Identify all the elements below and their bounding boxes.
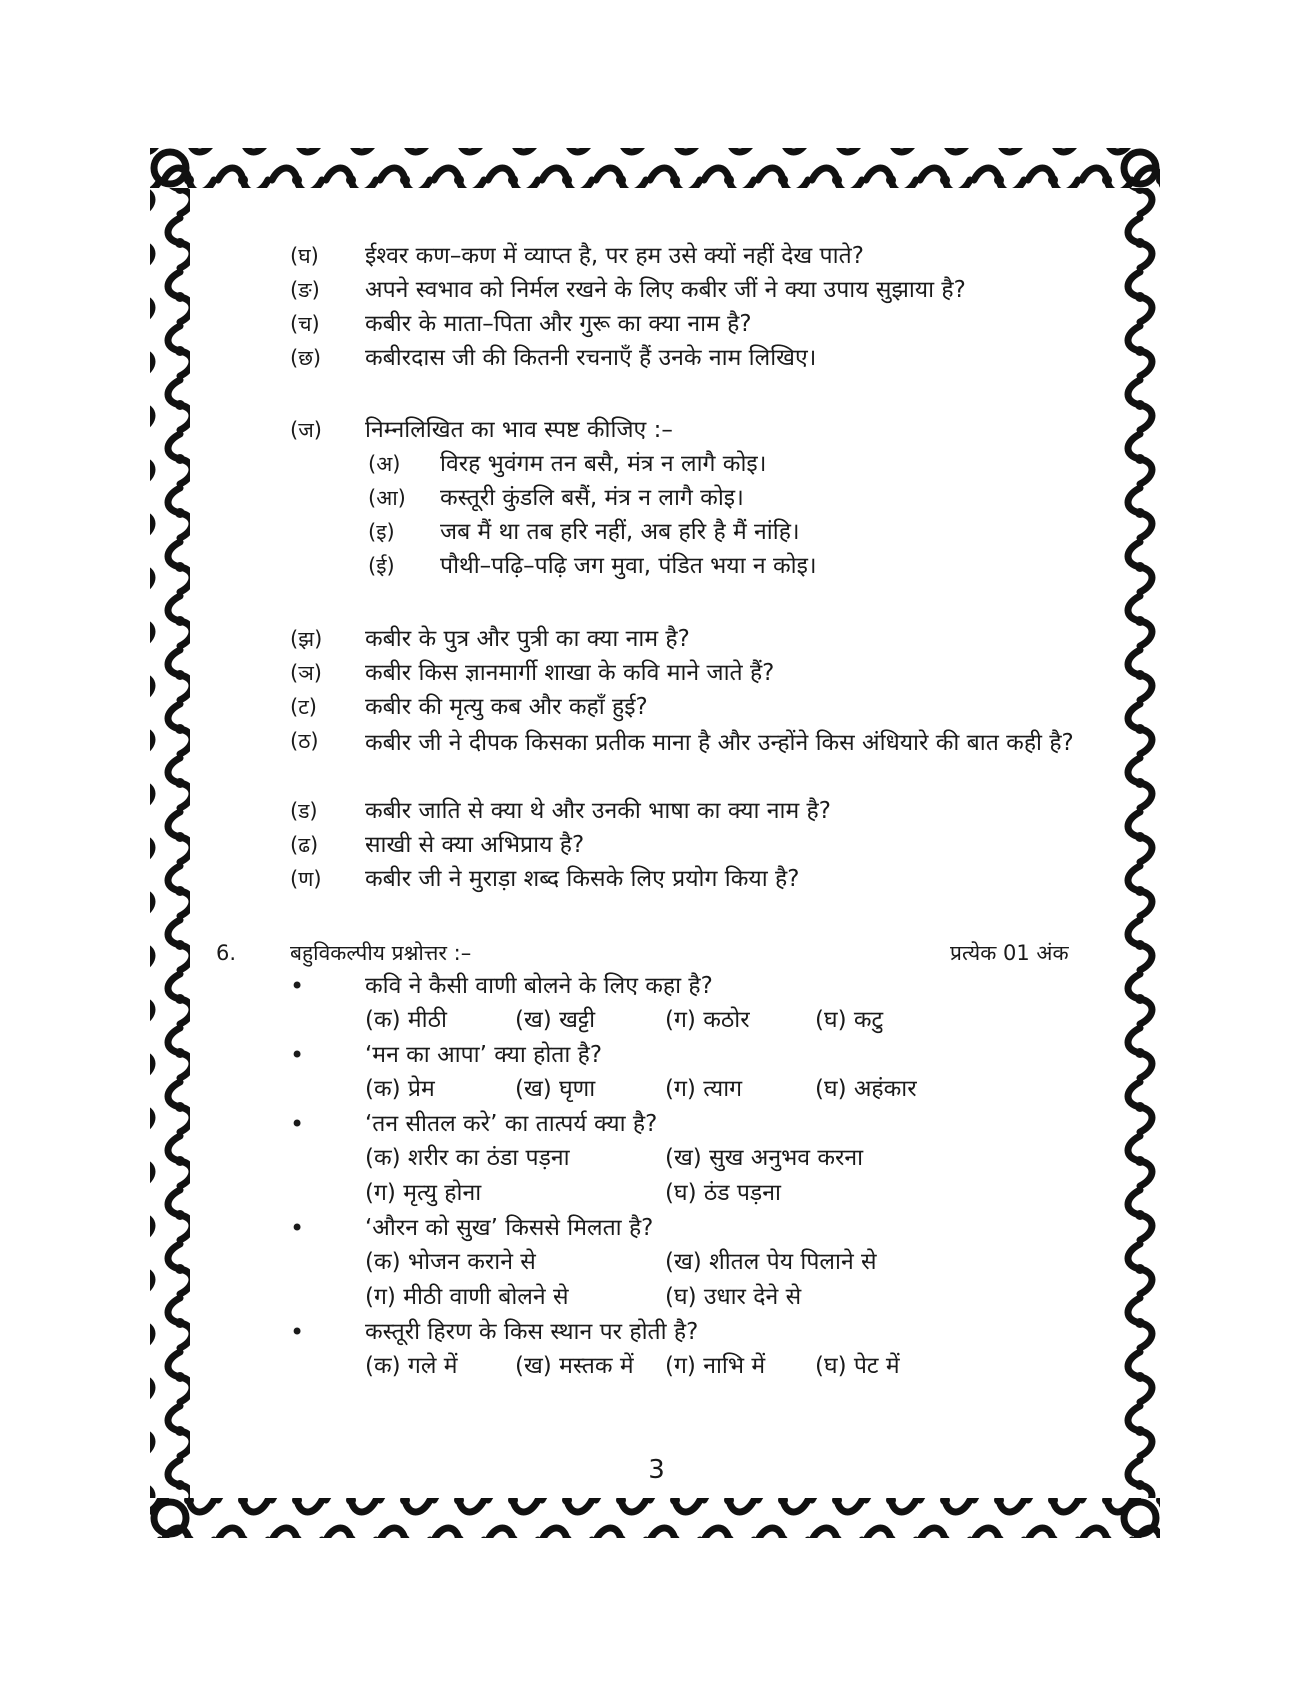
question-label: (ठ) [290, 729, 319, 753]
bullet: • [290, 1214, 305, 1242]
mcq-option: (ग) नाभि में [665, 1353, 766, 1379]
sub-item-label: (इ) [368, 520, 395, 544]
mcq-option: (घ) ठंड पड़ना [665, 1180, 781, 1206]
mcq-option: (ग) कठोर [665, 1007, 750, 1033]
section-marks: प्रत्येक 01 अंक [950, 941, 1069, 965]
section-number: 6. [216, 941, 237, 965]
sub-item-text: जब मैं था तब हरि नहीं, अब हरि है मैं नांहि। [440, 519, 800, 545]
mcq-option: (घ) पेट में [815, 1353, 900, 1379]
question-text: ईश्वर कण–कण में व्याप्त है, पर हम उसे क्यों नहीं देख पाते? [365, 243, 864, 269]
question-text: कबीर जी ने मुराड़ा शब्द किसके लिए प्रयोग किया है? [365, 866, 800, 892]
sub-item-label: (आ) [368, 486, 406, 510]
mcq-option: (ख) शीतल पेय पिलाने से [665, 1249, 877, 1275]
bullet: • [290, 1041, 305, 1069]
mcq-option: (घ) उधार देने से [665, 1284, 802, 1310]
bullet: • [290, 1110, 305, 1138]
question-label: (घ) [290, 244, 319, 268]
sub-item-text: विरह भुवंगम तन बसै, मंत्र न लागै कोइ। [440, 451, 767, 477]
question-label: (ड) [290, 799, 318, 823]
mcq-option: (ग) मीठी वाणी बोलने से [365, 1284, 569, 1310]
mcq-option: (क) गले में [365, 1353, 458, 1379]
question-text: कबीर किस ज्ञानमार्गी शाखा के कवि माने जाते हैं? [365, 660, 775, 686]
mcq-question: कवि ने कैसी वाणी बोलने के लिए कहा है? [365, 973, 713, 999]
sub-item-text: पौथी–पढ़ि–पढ़ि जग मुवा, पंडित भया न कोइ। [440, 553, 817, 579]
mcq-question: ‘औरन को सुख’ किससे मिलता है? [365, 1215, 654, 1241]
mcq-option: (घ) कटु [815, 1007, 884, 1033]
page-number: 3 [648, 1455, 665, 1485]
mcq-question: कस्तूरी हिरण के किस स्थान पर होती है? [365, 1319, 699, 1345]
mcq-option: (क) मीठी [365, 1007, 447, 1033]
question-label: (ञ) [290, 661, 322, 685]
bullet: • [290, 1318, 305, 1346]
question-text: कबीर की मृत्यु कब और कहाँ हुई? [365, 694, 648, 720]
mcq-option: (ख) खट्टी [515, 1007, 596, 1033]
question-text: कबीर के पुत्र और पुत्री का क्या नाम है? [365, 626, 690, 652]
question-label: (च) [290, 312, 320, 336]
question-text: अपने स्वभाव को निर्मल रखने के लिए कबीर जीं ने क्या उपाय सुझाया है? [365, 277, 966, 303]
mcq-option: (घ) अहंकार [815, 1076, 917, 1102]
sub-item-label: (अ) [368, 452, 401, 476]
bullet: • [290, 972, 305, 1000]
question-text: निम्नलिखित का भाव स्पष्ट कीजिए :– [365, 417, 673, 443]
sub-item-text: कस्तूरी कुंडलि बसैं, मंत्र न लागै कोइ। [440, 485, 744, 511]
question-text: कबीर जाति से क्या थे और उनकी भाषा का क्या नाम है? [365, 798, 831, 824]
mcq-option: (क) प्रेम [365, 1076, 435, 1102]
question-text: कबीरदास जी की कितनी रचनाएँ हैं उनके नाम लिखिए। [365, 345, 817, 371]
mcq-option: (ग) मृत्यु होना [365, 1180, 482, 1206]
mcq-option: (ग) त्याग [665, 1076, 743, 1102]
mcq-question: ‘तन सीतल करे’ का तात्पर्य क्या है? [365, 1111, 658, 1137]
question-label: (ढ) [290, 833, 319, 857]
question-text: कबीर जी ने दीपक किसका प्रतीक माना है और उन्होंने किस अंधियारे की बात कही है? [365, 730, 1074, 756]
mcq-question: ‘मन का आपा’ क्या होता है? [365, 1042, 603, 1068]
question-label: (ङ) [290, 278, 320, 302]
question-label: (ट) [290, 695, 317, 719]
mcq-option: (ख) सुख अनुभव करना [665, 1145, 864, 1171]
mcq-option: (क) शरीर का ठंडा पड़ना [365, 1145, 570, 1171]
sub-item-label: (ई) [368, 554, 395, 578]
mcq-option: (ख) मस्तक में [515, 1353, 634, 1379]
mcq-option: (क) भोजन कराने से [365, 1249, 536, 1275]
section-title: बहुविकल्पीय प्रश्नोत्तर :– [290, 941, 472, 965]
mcq-option: (ख) घृणा [515, 1076, 596, 1102]
question-text: कबीर के माता–पिता और गुरू का क्या नाम है? [365, 311, 752, 337]
question-label: (छ) [290, 346, 322, 370]
question-text: साखी से क्या अभिप्राय है? [365, 832, 585, 858]
question-label: (ज) [290, 418, 322, 442]
question-label: (झ) [290, 627, 323, 651]
question-label: (ण) [290, 867, 322, 891]
